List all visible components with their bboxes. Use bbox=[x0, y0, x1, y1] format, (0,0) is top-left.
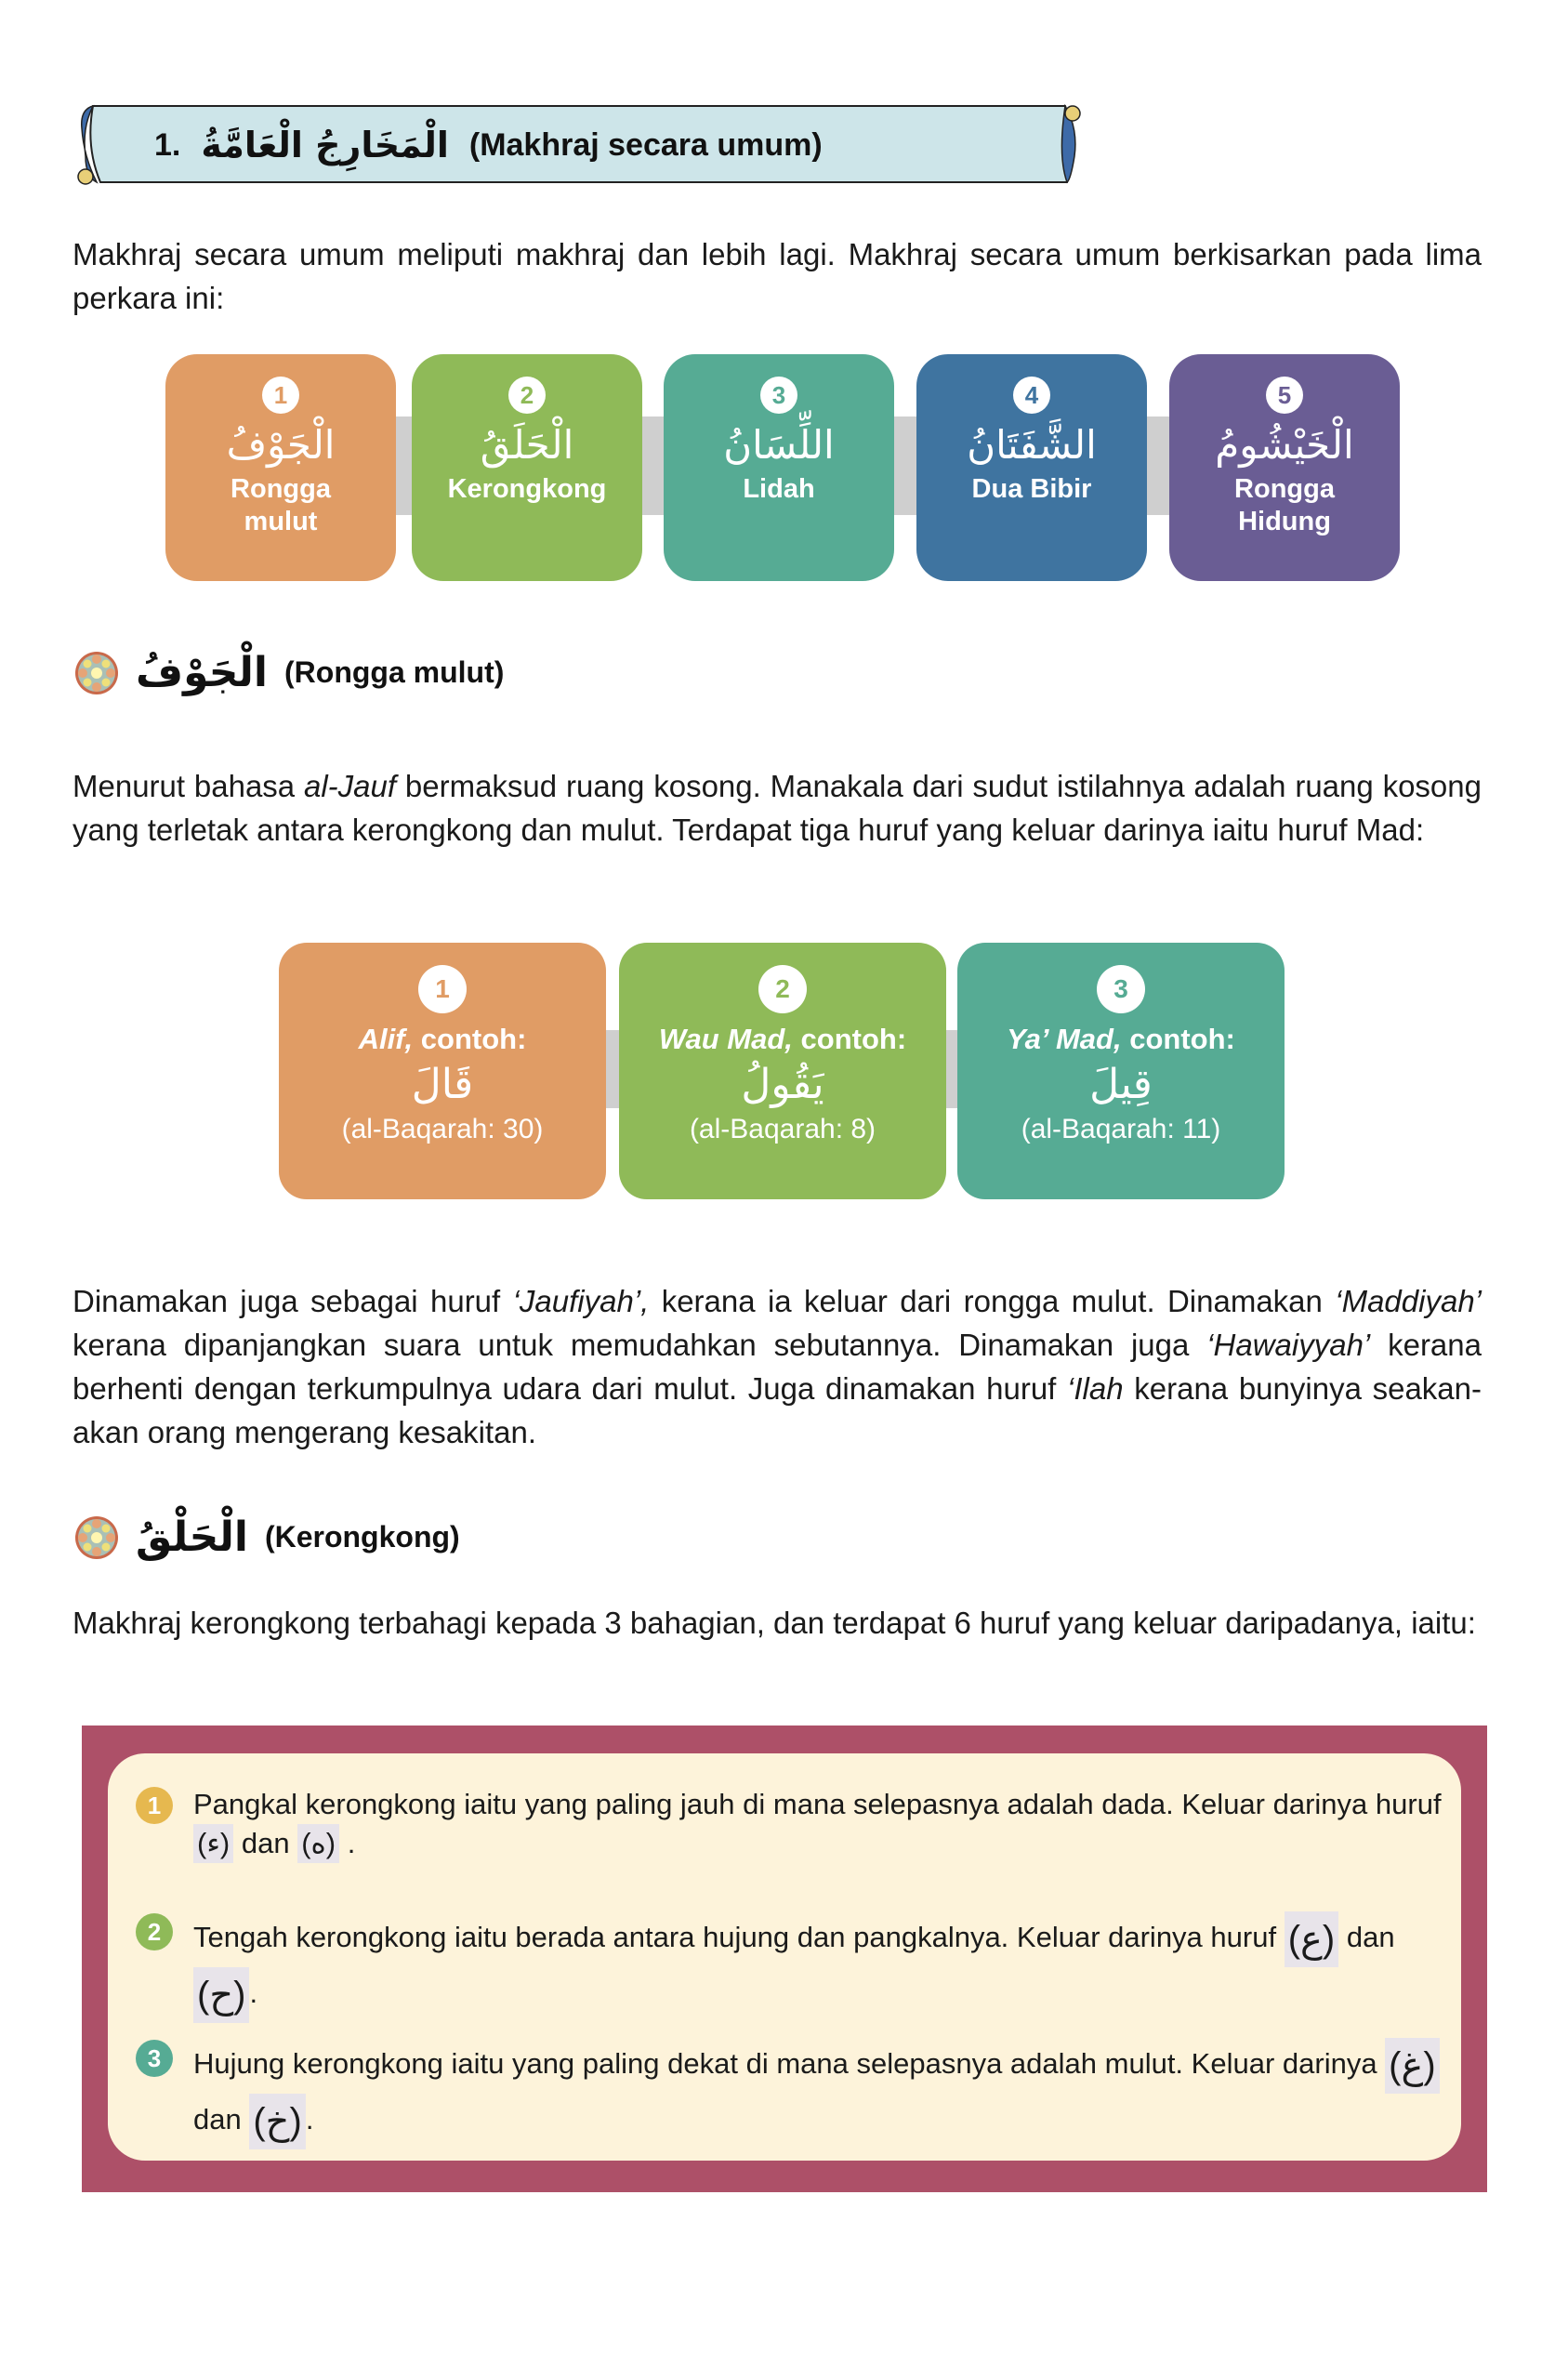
card-number-badge: 1 bbox=[262, 377, 299, 414]
intro-paragraph: Makhraj secara umum meliputi makhraj dan lebih lagi. Makhraj secara umum berkisarkan pada lima perkara ini: bbox=[72, 237, 1482, 315]
item-text: . bbox=[249, 1977, 258, 2010]
makhraj-card bbox=[664, 354, 894, 581]
card-lead bbox=[279, 1021, 606, 1058]
card-number-badge: 1 bbox=[418, 965, 467, 1013]
heading-jauf bbox=[74, 649, 504, 696]
card-number-badge: 4 bbox=[1013, 377, 1050, 414]
card-label: Rongga Hidung bbox=[1234, 474, 1335, 536]
card-number-badge: 3 bbox=[760, 377, 797, 414]
makhraj-card bbox=[412, 354, 642, 581]
card-reference: (al-Baqarah: 8) bbox=[689, 1114, 876, 1144]
text: Dinamakan juga sebagai huruf bbox=[72, 1284, 513, 1318]
card-reference: (al-Baqarah: 30) bbox=[341, 1114, 544, 1144]
section-title-banner bbox=[72, 100, 1086, 190]
arabic-letter: (ه) bbox=[297, 1824, 339, 1863]
heading-halq-latin: (Kerongkong) bbox=[264, 1520, 460, 1554]
heading-halq bbox=[74, 1514, 460, 1561]
contoh-label: contoh: bbox=[413, 1023, 527, 1055]
card-number-badge: 2 bbox=[758, 965, 807, 1013]
card-label: Kerongkong bbox=[447, 474, 607, 504]
makhraj-card bbox=[1169, 354, 1400, 581]
card-number-badge: 5 bbox=[1266, 377, 1303, 414]
text: kerana berhenti dengan terkumpulnya udara dari mulut. Juga dinamakan huruf bbox=[72, 1328, 1482, 1406]
card-label: Dua Bibir bbox=[971, 474, 1092, 504]
arabic-letter: (ح) bbox=[193, 1967, 249, 2023]
card-label: Lidah bbox=[743, 474, 815, 504]
section-number: 1. bbox=[154, 126, 181, 163]
card-arabic: الْجَوْفُ bbox=[226, 422, 336, 468]
card-reference: (al-Baqarah: 11) bbox=[1021, 1114, 1221, 1144]
halq-list-item bbox=[136, 1911, 1456, 2023]
card-number-badge: 2 bbox=[508, 377, 546, 414]
mad-card bbox=[279, 943, 606, 1199]
arabic-letter: (ع) bbox=[1285, 1911, 1339, 1967]
text: kerana bunyinya seakan-akan orang mengerang kesakitan. bbox=[72, 1371, 1482, 1449]
card-arabic: الْخَيْشُومُ bbox=[1215, 422, 1354, 468]
halq-list-item bbox=[136, 2038, 1456, 2149]
item-text: Tengah kerongkong iaitu berada antara hujung dan pangkalnya. Keluar darinya huruf bbox=[193, 1921, 1285, 1954]
item-text: dan bbox=[233, 1827, 298, 1859]
contoh-label: contoh: bbox=[1121, 1023, 1235, 1055]
ornament-icon bbox=[74, 1515, 119, 1560]
jauf-paragraph bbox=[72, 764, 1482, 852]
item-text: dan bbox=[1338, 1921, 1395, 1954]
item-number-badge: 2 bbox=[136, 1913, 173, 1950]
mad-card bbox=[619, 943, 946, 1199]
mad-type: Wau Mad, bbox=[658, 1023, 793, 1055]
card-lead bbox=[957, 1021, 1285, 1058]
ornament-icon bbox=[74, 651, 119, 695]
heading-jauf-latin: (Rongga mulut) bbox=[284, 655, 505, 689]
italic-term: ‘Hawaiyyah’ bbox=[1206, 1328, 1371, 1362]
arabic-letter: (ء) bbox=[193, 1824, 233, 1863]
card-arabic: الشَّفَتَانُ bbox=[967, 422, 1097, 468]
card-number-badge: 3 bbox=[1097, 965, 1145, 1013]
contoh-label: contoh: bbox=[792, 1023, 907, 1055]
card-arabic: اللِّسَانُ bbox=[723, 422, 835, 468]
italic-term: ‘Maddiyah’ bbox=[1335, 1284, 1482, 1318]
card-arabic-example: قَالَ bbox=[411, 1061, 474, 1108]
item-text: . bbox=[305, 2103, 314, 2136]
section-title-latin: (Makhraj secara umum) bbox=[468, 126, 823, 163]
mad-type: Alif, bbox=[358, 1023, 414, 1055]
mad-type: Ya’ Mad, bbox=[1007, 1023, 1122, 1055]
section-title-arabic: الْمَخَارِجُ الْعَامَّةُ bbox=[201, 125, 449, 165]
card-arabic: الْحَلَقُ bbox=[480, 422, 574, 468]
item-text: Hujung kerongkong iaitu yang paling dekat di mana selepasnya adalah mulut. Keluar darinya bbox=[193, 2047, 1386, 2081]
text: kerana ia keluar dari rongga mulut. Dinamakan bbox=[649, 1284, 1336, 1318]
item-text: . bbox=[339, 1827, 356, 1859]
italic-term: al-Jauf bbox=[304, 769, 397, 803]
mad-card bbox=[957, 943, 1285, 1199]
text: kerana dipanjangkan suara untuk memudahkan sebutannya. Dinamakan juga bbox=[72, 1328, 1207, 1362]
italic-term: ‘Jaufiyah’, bbox=[512, 1284, 650, 1318]
item-text: dan bbox=[193, 2103, 250, 2136]
jauf-names-paragraph bbox=[72, 1279, 1482, 1454]
halq-paragraph: Makhraj kerongkong terbahagi kepada 3 bahagian, dan terdapat 6 huruf yang keluar daripadanya, iaitu: bbox=[72, 1606, 1476, 1640]
card-label: Rongga mulut bbox=[231, 474, 331, 536]
card-arabic-example: قِيلَ bbox=[1089, 1061, 1153, 1108]
text: bermaksud ruang kosong. Manakala dari sudut istilahnya adalah ruang kosong yang terletak antara kerongkong dan mulut. Terdapat tiga huruf yang keluar darinya iaitu huruf Mad: bbox=[72, 769, 1482, 847]
item-number-badge: 3 bbox=[136, 2040, 173, 2077]
card-lead bbox=[619, 1021, 946, 1058]
item-text: Pangkal kerongkong iaitu yang paling jauh di mana selepasnya adalah dada. Keluar darinya huruf bbox=[193, 1788, 1442, 1820]
arabic-letter: (خ) bbox=[249, 2094, 305, 2149]
arabic-letter: (غ) bbox=[1385, 2038, 1440, 2094]
heading-jauf-arabic: الْجَوْفُ bbox=[136, 649, 269, 696]
italic-term: ‘Ilah bbox=[1067, 1371, 1124, 1406]
halq-list-item bbox=[136, 1785, 1456, 1863]
makhraj-card bbox=[165, 354, 396, 581]
item-number-badge: 1 bbox=[136, 1787, 173, 1824]
card-arabic-example: يَقُولُ bbox=[741, 1061, 824, 1108]
text: Menurut bahasa bbox=[72, 769, 304, 803]
heading-halq-arabic: الْحَلْقُ bbox=[136, 1514, 248, 1561]
makhraj-card bbox=[916, 354, 1147, 581]
